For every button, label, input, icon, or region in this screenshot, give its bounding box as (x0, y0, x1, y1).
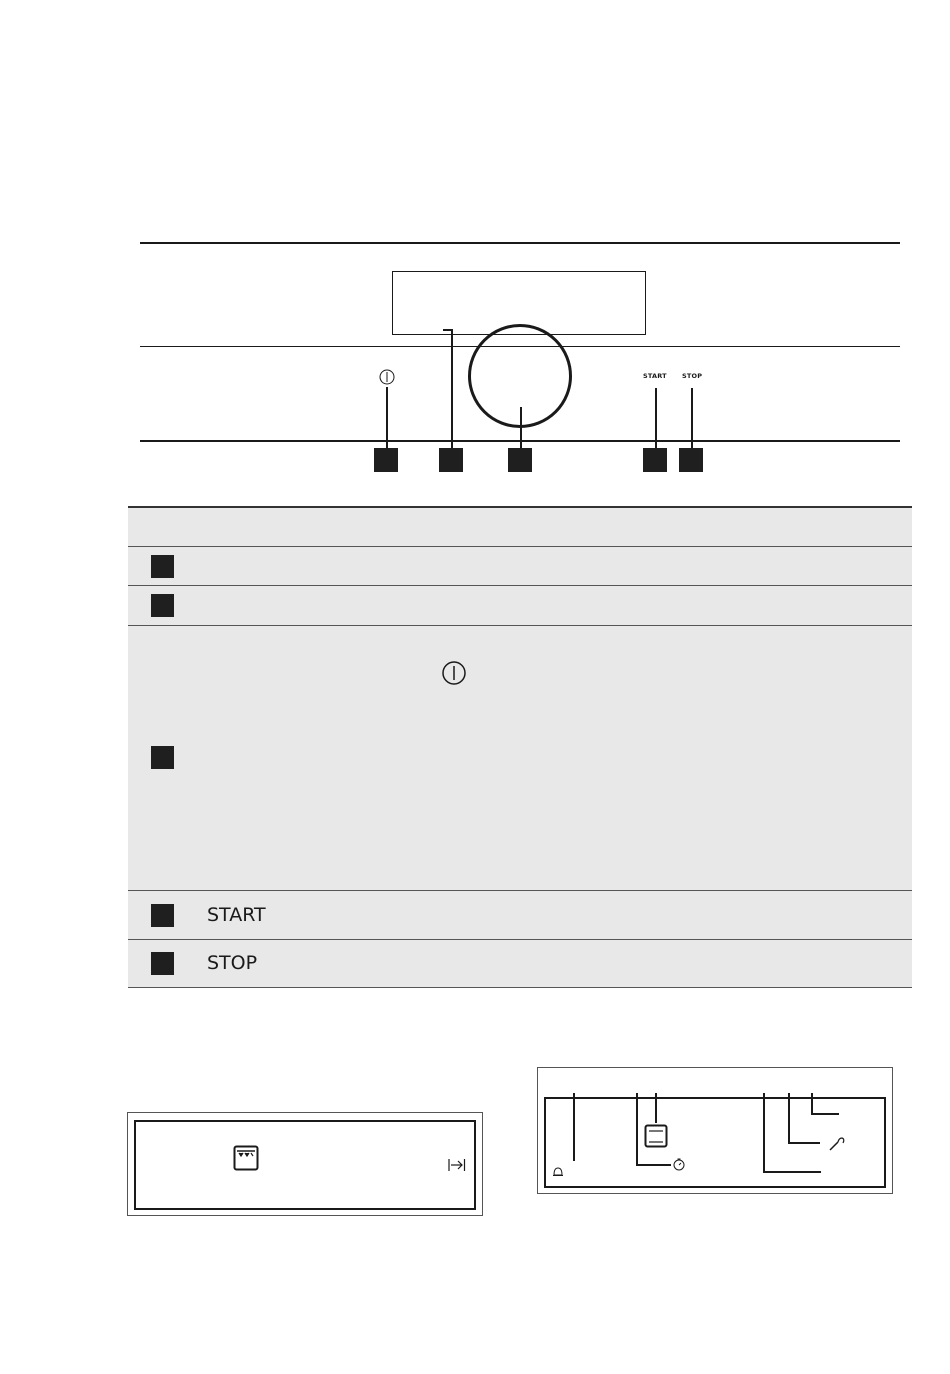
callout-box-3 (508, 448, 532, 472)
start-label[interactable]: START (643, 372, 667, 380)
stop-label[interactable]: STOP (682, 372, 703, 380)
callout-line-hook (763, 1171, 821, 1173)
callout-line-3 (520, 407, 522, 448)
callout-line-5 (691, 388, 693, 448)
callout-box-4 (643, 448, 667, 472)
callout-marker (151, 952, 174, 975)
table-row (128, 585, 912, 625)
table-row (128, 625, 912, 890)
stop-text: STOP (207, 952, 258, 974)
table-row (128, 890, 912, 939)
callout-marker (151, 746, 174, 769)
display-illustration-left (127, 1112, 483, 1216)
callout-marker (151, 555, 174, 578)
callout-line-1 (386, 387, 388, 448)
controls-table (128, 506, 912, 988)
callout-line (763, 1093, 765, 1172)
display-screen (134, 1120, 476, 1210)
bell-icon (551, 1165, 565, 1179)
callout-line-2 (451, 329, 453, 448)
callout-line-hook (636, 1164, 671, 1166)
callout-marker (151, 594, 174, 617)
callout-box-1 (374, 448, 398, 472)
table-row (128, 939, 912, 988)
callout-line (636, 1093, 638, 1165)
callout-marker (151, 904, 174, 927)
table-row (128, 546, 912, 585)
callout-line-4 (655, 388, 657, 448)
callout-box-2 (439, 448, 463, 472)
callout-box-5 (679, 448, 703, 472)
callout-line (788, 1093, 790, 1143)
meat-probe-icon (828, 1136, 846, 1152)
end-time-icon (448, 1158, 466, 1172)
table-header-row (128, 506, 912, 546)
start-text: START (207, 904, 266, 926)
display-illustration-right (537, 1067, 893, 1194)
oven-icon (644, 1124, 668, 1148)
callout-line-2-hook (443, 329, 452, 331)
panel-top-edge (140, 242, 900, 244)
callout-line (655, 1093, 657, 1123)
callout-line-hook (811, 1113, 839, 1115)
power-icon (441, 660, 467, 686)
callout-line (573, 1093, 575, 1161)
oven-heating-icon (233, 1145, 259, 1171)
callout-line-hook (788, 1142, 820, 1144)
timer-icon (672, 1157, 686, 1171)
callout-line (811, 1093, 813, 1114)
power-icon[interactable] (378, 368, 396, 386)
